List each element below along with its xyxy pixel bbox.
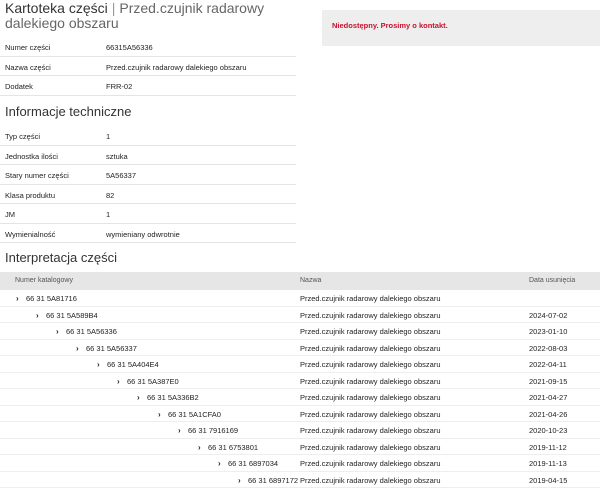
- table-row[interactable]: [0, 439, 600, 456]
- basic-label: Dodatek: [5, 82, 33, 91]
- table-row[interactable]: [0, 406, 600, 423]
- basic-row-part-number: [0, 37, 296, 57]
- basic-value: FRR-02: [106, 82, 133, 91]
- table-row[interactable]: [0, 290, 600, 307]
- page-title-main: Kartoteka części: [5, 0, 108, 16]
- basic-info-table: [0, 37, 296, 96]
- table-row[interactable]: [0, 323, 600, 340]
- chevron-right-icon[interactable]: ›: [218, 459, 221, 468]
- name-cell: Przed.czujnik radarowy dalekiego obszaru: [300, 475, 441, 485]
- col-header-name: Nazwa: [300, 277, 322, 284]
- date-cell: 2023-01-10: [529, 327, 568, 336]
- name-cell: Przed.czujnik radarowy dalekiego obszaru: [300, 360, 441, 369]
- chevron-right-icon[interactable]: ›: [16, 294, 19, 303]
- date-cell: 2019-04-15: [529, 475, 568, 485]
- catalog-number-cell[interactable]: [178, 426, 238, 435]
- catalog-number: 66 31 5A404E4: [107, 360, 159, 369]
- tech-row: [0, 146, 296, 166]
- tech-info-table: [0, 126, 296, 243]
- catalog-number-cell[interactable]: [97, 360, 159, 369]
- catalog-number-cell[interactable]: [76, 344, 137, 353]
- table-row[interactable]: [0, 307, 600, 324]
- catalog-number: 66 31 5A387E0: [127, 376, 179, 386]
- chevron-right-icon[interactable]: ›: [56, 327, 59, 336]
- basic-label: Nazwa części: [5, 62, 51, 72]
- table-row[interactable]: [0, 472, 600, 489]
- catalog-number: 66 31 6897034: [228, 459, 279, 468]
- date-cell: 2022-08-03: [529, 343, 568, 353]
- name-cell: Przed.czujnik radarowy dalekiego obszaru: [300, 459, 441, 468]
- catalog-number-cell[interactable]: [56, 327, 117, 336]
- tech-label: JM: [5, 210, 15, 219]
- date-cell: 2019-11-13: [529, 459, 567, 468]
- date-cell: 2019-11-12: [529, 442, 567, 452]
- table-row[interactable]: [0, 389, 600, 406]
- tech-section-title: Informacje techniczne: [5, 104, 132, 119]
- name-cell: Przed.czujnik radarowy dalekiego obszaru: [300, 294, 441, 303]
- chevron-right-icon[interactable]: ›: [137, 393, 140, 402]
- name-cell: Przed.czujnik radarowy dalekiego obszaru: [300, 327, 441, 336]
- tech-value: 5A56337: [106, 171, 137, 180]
- tech-label: Jednostka ilości: [5, 151, 58, 161]
- catalog-number-cell[interactable]: [198, 443, 258, 452]
- page-subtitle: Przed.czujnik radarowy dalekiego obszaru: [5, 0, 265, 31]
- catalog-number: 66 31 6897172: [248, 475, 299, 485]
- basic-label: Numer części: [5, 43, 51, 52]
- table-row[interactable]: [0, 455, 600, 472]
- chevron-right-icon[interactable]: ›: [117, 376, 120, 386]
- tech-value: wymieniany odwrotnie: [106, 229, 180, 239]
- chevron-right-icon[interactable]: ›: [36, 310, 39, 320]
- basic-row-addition: [0, 76, 296, 96]
- page-header: [5, 1, 305, 31]
- tech-row: [0, 185, 296, 205]
- catalog-number-cell[interactable]: [117, 377, 179, 386]
- catalog-number-cell[interactable]: [16, 294, 77, 303]
- basic-row-part-name: [0, 57, 296, 77]
- tech-value: 1: [106, 210, 111, 219]
- catalog-number: 66 31 5A81716: [26, 294, 77, 303]
- date-cell: 2024-07-02: [529, 310, 568, 320]
- date-cell: 2022-04-11: [529, 360, 567, 369]
- catalog-number: 66 31 6753801: [208, 442, 259, 452]
- date-cell: 2021-04-27: [529, 393, 568, 402]
- tech-row: [0, 224, 296, 244]
- catalog-number-cell[interactable]: [137, 393, 199, 402]
- name-cell: Przed.czujnik radarowy dalekiego obszaru: [300, 343, 441, 353]
- availability-status: Niedostępny. Prosimy o kontakt.: [332, 21, 448, 30]
- catalog-number: 66 31 5A56337: [86, 343, 137, 353]
- chevron-right-icon[interactable]: ›: [238, 475, 241, 485]
- name-cell: Przed.czujnik radarowy dalekiego obszaru: [300, 393, 441, 402]
- title-separator: |: [111, 0, 116, 16]
- interp-section-title: Interpretacja części: [5, 250, 117, 265]
- basic-value: Przed.czujnik radarowy dalekiego obszaru: [106, 62, 247, 72]
- catalog-number: 66 31 5A1CFA0: [168, 409, 221, 419]
- catalog-number: 66 31 5A56336: [66, 327, 117, 336]
- chevron-right-icon[interactable]: ›: [158, 409, 161, 419]
- name-cell: Przed.czujnik radarowy dalekiego obszaru: [300, 376, 441, 386]
- tech-label: Stary numer części: [5, 171, 69, 180]
- chevron-right-icon[interactable]: ›: [76, 343, 79, 353]
- catalog-number: 66 31 7916169: [188, 426, 239, 435]
- tech-label: Klasa produktu: [5, 190, 56, 200]
- chevron-right-icon[interactable]: ›: [198, 442, 201, 452]
- tech-value: sztuka: [106, 151, 128, 161]
- chevron-right-icon[interactable]: ›: [97, 360, 100, 369]
- date-cell: 2020-10-23: [529, 426, 568, 435]
- col-header-catalog-number: Numer katalogowy: [15, 277, 73, 284]
- basic-value: 66315A56336: [106, 43, 153, 52]
- table-row[interactable]: [0, 373, 600, 390]
- name-cell: Przed.czujnik radarowy dalekiego obszaru: [300, 426, 441, 435]
- name-cell: Przed.czujnik radarowy dalekiego obszaru: [300, 310, 441, 320]
- tech-label: Typ części: [5, 132, 41, 141]
- date-cell: 2021-09-15: [529, 376, 568, 386]
- catalog-number-cell[interactable]: [238, 476, 298, 485]
- table-row[interactable]: [0, 340, 600, 357]
- chevron-right-icon[interactable]: ›: [178, 426, 181, 435]
- page-title: [5, 1, 305, 31]
- catalog-number-cell[interactable]: [36, 311, 98, 320]
- table-row[interactable]: [0, 422, 600, 439]
- interp-table: [0, 272, 600, 488]
- name-cell: Przed.czujnik radarowy dalekiego obszaru: [300, 409, 441, 419]
- catalog-number-cell[interactable]: [158, 410, 221, 419]
- interp-table-header: [0, 272, 600, 290]
- col-header-removal-date: Data usunięcia: [529, 277, 576, 284]
- catalog-number-cell[interactable]: [218, 459, 278, 468]
- date-cell: 2021-04-26: [529, 409, 568, 419]
- table-row[interactable]: [0, 356, 600, 373]
- tech-row: [0, 165, 296, 185]
- catalog-number: 66 31 5A336B2: [147, 393, 199, 402]
- tech-row: [0, 204, 296, 224]
- tech-row: [0, 126, 296, 146]
- catalog-number: 66 31 5A589B4: [46, 310, 98, 320]
- tech-value: 1: [106, 132, 111, 141]
- availability-box: [322, 10, 600, 46]
- name-cell: Przed.czujnik radarowy dalekiego obszaru: [300, 442, 441, 452]
- tech-label: Wymienialność: [5, 229, 56, 239]
- tech-value: 82: [106, 190, 115, 200]
